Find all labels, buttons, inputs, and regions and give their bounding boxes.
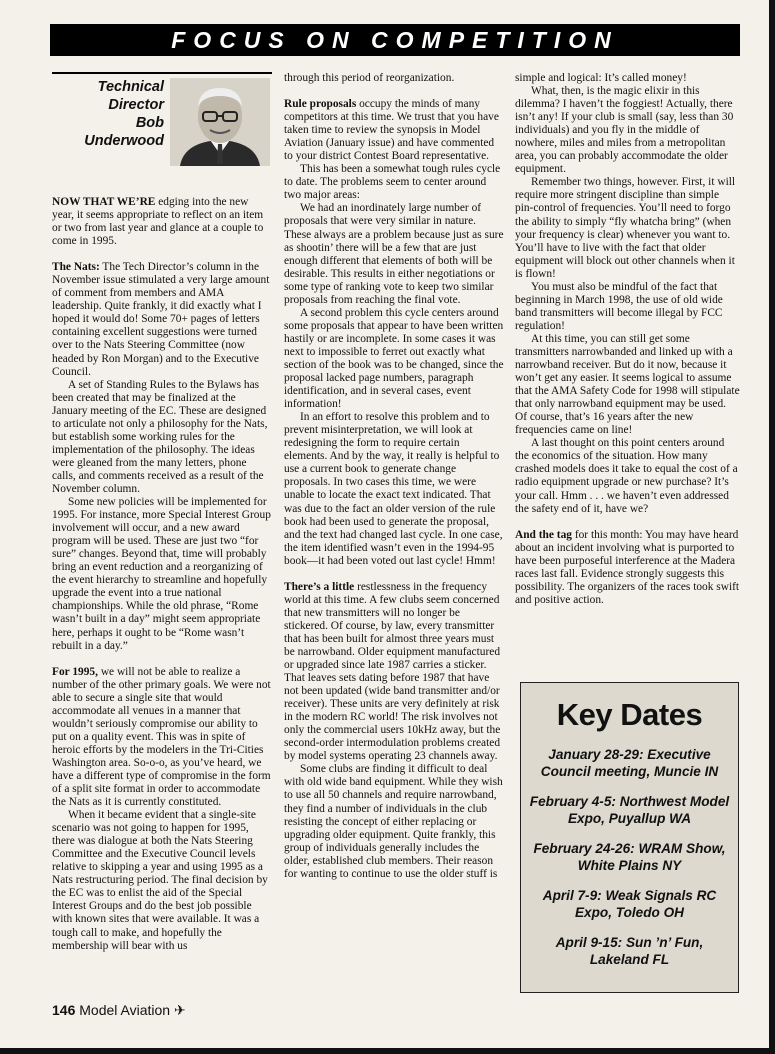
para-frequency: There’s a little restlessness in the frequency world at this time. A few clubs seem concerned that new transmitters will no longer be stickered. Of course, by law, every transmitter that has been built for almost three years must be narrowband. Older equipment manufactured or upgraded since late 1987 carries a sticker. That leaves sets dating before 1987 that have not been updated (wide band transmitter and/or receiver). These units are very definitely at risk in the modern RC world! The risk involves not only the commercial users 10kHz away, but the second-order intermodulation problems created by model systems operating 23 channels away. [284,580,501,763]
column-3 [515,72,740,607]
paragraph: through this period of reorganization. [284,72,455,84]
key-date-item: January 28-29: Executive Council meeting, Muncie IN [540,747,719,779]
paragraph: A second problem this cycle centers around some proposals that appear to have been written hastily or are incomplete. In some cases it was next to impossible to ferret out exactly what section of the book was to be changed, since the proposal lacked page numbers, paragraph identification, and in several cases, event information! [284,306,504,411]
para-1995: For 1995, we will not be able to realize a number of the other primary goals. We were not able to secure a single site that would accommodate all venues in a manner that wouldn’t seriously compromise our ability to put on a quality event. This was in spite of heroic efforts by the modelers in the Tri-Cities Washington area. So-o-o, as you’ve heard, we have a different type of compromise in the form of a split site format in order to accommodate the Nats as it is currently constituted. [52,665,271,809]
para-nats: The Nats: The Tech Director’s column in the November issue stimulated a very large amount of comment from members and AMA leadership. Quite frankly, it did exactly what I hoped it would do! Some 70+ pages of letters containing excellent suggestions were turned over to the Nats Steering Committee (now headed by Ron Morgan) and to the Executive Council. [52,261,270,378]
para-tag: And the tag for this month: You may have heard about an incident involving what is purported to have been purposeful interference at the Madera races last fall. Evidence strongly suggests this possibility. The organizers of the races took swift and positive action. [515,528,740,606]
column-top-rule [52,72,272,74]
paragraph: You must also be mindful of the fact that beginning in March 1998, the use of old wide band transmitters will become illegal by FCC regulation! [515,280,723,332]
page-footer [52,1002,186,1019]
key-date-item: February 24-26: WRAM Show, White Plains NY [533,841,726,873]
paragraph: simple and logical: It’s called money! [515,72,687,84]
paragraph: At this time, you can still get some transmitters narrowbanded and linked up with a narrowband receiver. But do it now, because it won’t get any easier. It seems logical to assume that the AMA Safety Code for 1998 will stipulate that only narrowband equipment may be used. Of course, that’s 16 years after the new frequencies came on line! [515,332,740,437]
airplane-icon: ✈ [173,1002,186,1018]
paragraph: Some clubs are finding it difficult to deal with old wide band equipment. While they wish to use all 50 channels and require narrowband, they find a number of individuals in the club resisting the concept of either replacing or upgrading older equipment. Quite frankly, this group of individuals generally includes the older, established club members. Their reason for wanting to continue to use the older stuff is [284,763,503,880]
section-banner: FOCUS ON COMPETITION [50,24,740,56]
paragraph: Remember two things, however. First, it will require more stringent discipline than simple pin-control of frequencies. You’ll need to forgo the ability to simply “fly whatcha bring” (when your frequency is clear) whenever you want to. You’ll have to live with the fact that older equipment will block out other channels when it is flown! [515,176,736,280]
page-number: 146 [52,1002,76,1018]
author-name-last: Underwood [84,133,164,149]
column-1 [52,196,272,953]
key-date-item: February 4-5: Northwest Model Expo, Puyallup WA [529,794,730,826]
page-edge-right [769,0,775,1054]
author-title-line1: Technical [97,79,164,95]
para-intro: NOW THAT WE’RE edging into the new year, it seems appropriate to reflect on an item or two from last year and glance at a couple to come in 1995. [52,196,264,248]
paragraph: What, then, is the magic elixir in this dilemma? I haven’t the foggiest! Actually, there isn’t any! If your club is small (say, less than 30 individuals) and you fly in the middle of nowhere, miles and miles from a metropolitan area, you can probably accommodate the older equipment. [515,85,734,176]
paragraph: When it became evident that a single-site scenario was not going to happen for 1995, there was dialogue at both the Nats Steering Committee and the Executive Council levels relative to skipping a year and using 1995 as a Nats restructuring period. The final decision by the EC was to enlist the aid of the Special Interest Groups and do the best job possible with known sites that were available. It was a tough call to make, and hopefully the membership will bear with us [52,809,268,952]
paragraph: Some new policies will be implemented for 1995. For instance, more Special Interest Group involvement will occur, and a new award program will be used. These are just two “for sure” changes. Beyond that, time will probably bring an event reduction and a reorganizing of the event hierarchy to streamline and hopefully upgrade the event into a true national championships. While the old phrase, “Rome wasn’t built in a day” might seem appropriate here, perhaps it ought to be “Rome wasn’t rebuilt in a day.” [52,496,271,652]
key-dates-title: Key Dates [556,697,703,732]
author-photo [170,78,270,166]
author-header [52,78,272,168]
paragraph: A set of Standing Rules to the Bylaws has been created that may be finalized at the January meeting of the EC. These are designed to articulate not only a philosophy for the Nats, but establish some working rules for the implementation of the philosophy. The ideas were gleaned from the many letters, phone calls, and comments received as a result of the November column. [52,378,268,495]
author-title [52,78,164,150]
paragraph: A last thought on this point centers around the economics of the situation. How many crashed models does it take to equal the cost of a radio equipment upgrade or new purchase? It’s your call. Hmm . . . we haven’t even addressed the safety end of it, have we? [515,437,738,515]
key-date-item: April 9-15: Sun ’n’ Fun, Lakeland FL [555,935,704,967]
author-name-first: Bob [135,115,164,131]
author-title-line2: Director [108,97,164,113]
portrait-image [170,78,270,166]
column-2 [284,72,504,881]
page-edge-bottom [0,1048,775,1054]
paragraph: This has been a somewhat tough rules cycle to date. The problems seem to center around two major areas: [284,163,501,202]
key-dates-box [520,682,739,993]
key-date-item: April 7-9: Weak Signals RC Expo, Toledo OH [542,888,717,920]
paragraph: We had an inordinately large number of proposals that were very similar in nature. These always are a problem because just as sure as shootin’ there will be a few that are just enough different that elements of both will be desirable. This results in either negotiations or some type of ranking vote to keep two similar proposals from reaching the final vote. [284,202,504,306]
paragraph: In an effort to resolve this problem and to prevent misinterpretation, we will look at redesigning the form to require certain elements. And by the way, it really is helpful to use a current book to generate change proposals. In two cases this time, we were unable to locate the exact text indicated. That was due to the fact an older version of the rule book had been used to generate the proposal, and the text had changed last cycle. In one case, the item identified wasn’t even in the 1994-95 book—it had been voted out last cycle! Hmm! [284,411,503,567]
para-rule-proposals: Rule proposals occupy the minds of many competitors at this time. We trust that you have taken time to review the synopsis in Model Aviation (January issue) and have commented to your district Contest Board representative. [284,98,499,163]
magazine-name: Model Aviation [79,1002,171,1018]
